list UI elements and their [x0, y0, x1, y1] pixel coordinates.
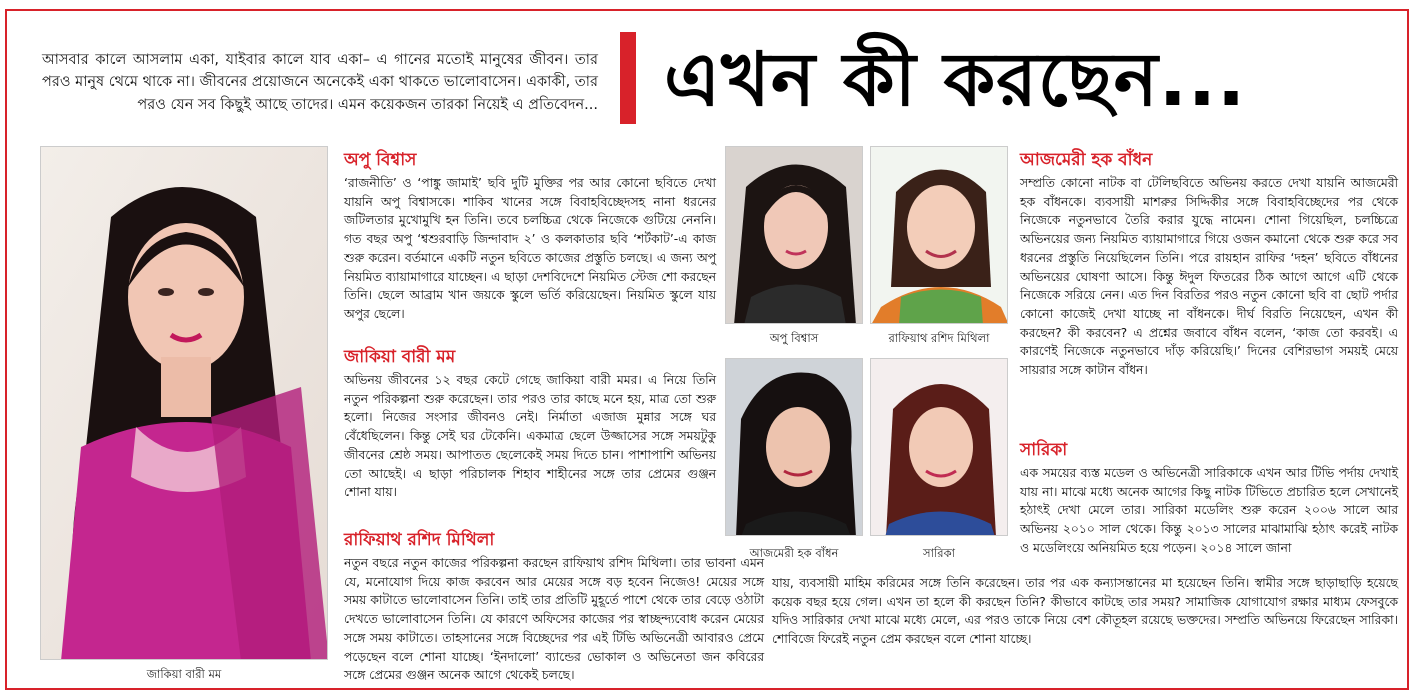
portrait-bandhan [725, 358, 863, 536]
body-apu: ‘রাজনীতি’ ও ‘পাঙ্কু জামাই’ ছবি দুটি মুক্তির পর আর কোনো ছবিতে দেখা যায়নি অপু বিশ্বাসকে। শাকিব খানের সঙ্গে বিবাহবিচ্ছেদসহ নানা ধরনের জটিলতার মুখোমুখি হন তিনি। তবে চলচ্চিত্র থেকে নিজেকে গুটিয়ে নেননি। গত বছর অপু ‘শ্বশুরবাড়ি জিন্দাবাদ ২’ ও কলকাতার ছবি ‘শর্টকাট’-এ কাজ শুরু করেন। বর্তমানে একটি নতুন ছবিতে কাজের প্রস্তুতি চলছে। এ জন্য অপু নিয়মিত ব্যায়ামাগারে যাচ্ছেন। এ ছাড়া দেশবিদেশে নিয়মিত স্টেজ শো করছেন তিনি। ছেলে আব্রাম খান জয়কে স্কুলে ভর্তি করিয়েছেন। নিয়মিত স্কুলে যায় অপুর ছেলে। [344, 176, 716, 321]
portrait-sarika [870, 358, 1008, 536]
caption-mithila: রাফিয়াথ রশিদ মিথিলা [888, 331, 990, 345]
heading-bandhan: আজমেরী হক বাঁধন [1020, 150, 1153, 170]
heading-apu: অপু বিশ্বাস [344, 150, 417, 170]
caption-bandhan: আজমেরী হক বাঁধন [749, 546, 839, 560]
body-bandhan: সম্প্রতি কোনো নাটক বা টেলিছবিতে অভিনয় করতে দেখা যায়নি আজমেরী হক বাঁধনকে। ব্যবসায়ী মাশরুর সিদ্দিকীর সঙ্গে বিবাহবিচ্ছেদের পর থেকে নিজেকে নতুনভাবে তৈরি করার যুদ্ধে নামেন। শোনা গিয়েছিল, চলচ্চিত্রে অভিনয়ের জন্য নিয়মিত ব্যায়ামাগারে গিয়ে ওজন কমানো থেকে শুরু করে সব ধরনের প্রস্তুতি নিয়েছিলেন তিনি। পরে রায়হান রাফির ‘দহন’ ছবিতে বাঁধনের অভিনয়ের ঘোষণা আসে। কিন্তু ঈদুল ফিতরের ঠিক আগে আগে এটি থেকে নিজেকে সরিয়ে নেন। এত দিন বিরতির পরও নতুন কোনো ছবি বা ছোট পর্দার কোনো কাজেই দেখা যাচ্ছে না বাঁধনকে। দীর্ঘ বিরতি নিয়েছেন, এখন কী করছেন? কী করবেন? এ প্রশ্নের জবাবে বাঁধন বলেন, ‘কাজ তো করবই। এ কারণেই নিজেকে নতুনভাবে দাঁড় করিয়েছি।’ দিনের বেশিরভাগ সময়ই মেয়ে সায়রার সঙ্গে কাটান বাঁধন। [1020, 176, 1398, 378]
body-momo: অভিনয় জীবনের ১২ বছর কেটে গেছে জাকিয়া বারী মমর। এ নিয়ে তিনি নতুন পরিকল্পনা শুরু করেছেন। তার পরও তার কাছে মনে হয়, মাত্র তো শুরু হলো। নিজের সংসার জীবনও নেই। নির্মাতা এজাজ মুন্নার সঙ্গে ঘর বেঁধেছিলেন। কিন্তু সেই ঘর টেকেনি। একমাত্র ছেলে উজ্জাসের সঙ্গে সময়টুকু জীবনের শ্রেষ্ঠ সময়। আপাতত ছেলেকেই সময় দিতে চান। পাশাপাশি অভিনয় তো আছেই। এ ছাড়া পরিচালক শিহাব শাহীনের সঙ্গে তার প্রেমের গুঞ্জন শোনা যায়। [344, 373, 716, 500]
heading-momo: জাকিয়া বারী মম [344, 347, 456, 367]
page-title: এখন কী করছেন... [664, 37, 1247, 123]
body-sarika-part1: এক সময়ের ব্যস্ত মডেল ও অভিনেত্রী সারিকাকে এখন আর টিভি পর্দায় দেখাই যায় না। মাঝে মধ্যে অনেক আগের কিছু নাটক টিভিতে প্রচারিত হলে সেখানেই হঠাৎই দেখা মেলে তার। সারিকা মডেলিং শুরু করেন ২০০৬ সালে আর অভিনয় ২০১০ সাল থেকে। কিন্তু ২০১৩ সালের মাঝামাঝি হঠাৎ করেই নাটক ও মডেলিংয়ে অনিয়মিত হয়ে পড়েন। ২০১৪ সালে জানা [1020, 466, 1398, 555]
heading-sarika: সারিকা [1020, 440, 1068, 460]
body-sarika-part2: যায়, ব্যবসায়ী মাহিম করিমের সঙ্গে তিনি করেছেন। তার পর এক কন্যাসন্তানের মা হয়েছেন তিনি। স্বামীর সঙ্গে ছাড়াছাড়ি হয়েছে কয়েক বছর হয়ে গেল। এখন তা হলে কী করছেন তিনি? কীভাবে কাটছে তার সময়? সামাজিক যোগাযোগ রক্ষার মাধ্যম ফেসবুকে যদিও সারিকার দেখা মাঝে মধ্যে মেলে, এর পরও তাকে নিয়ে বেশ কৌতূহল রয়েছে ভক্তদের। সম্প্রতি অভিনয়ে ফিরেছেন সারিকা। শোবিজে ফিরেই নতুন প্রেম করছেন বলে শোনা যাচ্ছে। [772, 576, 1398, 647]
title-accent-bar [620, 32, 636, 124]
body-mithila: নতুন বছরে নতুন কাজের পরিকল্পনা করছেন রাফিয়াথ রশিদ মিথিলা। তার ভাবনা এমন যে, মনোযোগ দিয়ে কাজ করবেন আর মেয়ের সঙ্গে বড় হবেন নিজেও! মেয়ের সঙ্গে সময় কাটাতে ভালোবাসেন তিনি। তাই তার প্রতিটি মুহূর্তে পাশে থেকে তার বেড়ে ওঠাটা দেখতে ভালোবাসেন তিনি। যে কারণে অফিসের কাজের পর স্বাচ্ছন্দ্যবোধ করেন মেয়ের সঙ্গে সময় কাটাতে। তাহসানের সঙ্গে বিচ্ছেদের পর এই টিভি অভিনেত্রী আবারও প্রেমে পড়েছেন বলে শোনা যাচ্ছে। ‘ইনদালো’ ব্যান্ডের ভোকাল ও অভিনেতা জন কবিরের সঙ্গে প্রেমের গুঞ্জন অনেক আগে থেকেই চলছে। [344, 556, 764, 683]
caption-sarika: সারিকা [923, 546, 955, 560]
heading-mithila: রাফিয়াথ রশিদ মিথিলা [344, 530, 495, 550]
caption-momo: জাকিয়া বারী মম [146, 667, 222, 681]
intro-text: আসবার কালে আসলাম একা, যাইবার কালে যাব একা– এ গানের মতোই মানুষের জীবন। তার পরও মানুষ থেমে থাকে না। জীবনের প্রয়োজনে অনেকেই একা থাকতে ভালোবাসেন। একাকী, তার পরও যেন সব কিছুই আছে তাদের। এমন কয়েকজন তারকা নিয়েই এ প্রতিবেদন... [42, 51, 598, 113]
portrait-apu [725, 146, 863, 324]
caption-apu: অপু বিশ্বাস [769, 331, 819, 345]
portrait-momo [40, 146, 328, 660]
portrait-mithila [870, 146, 1008, 324]
